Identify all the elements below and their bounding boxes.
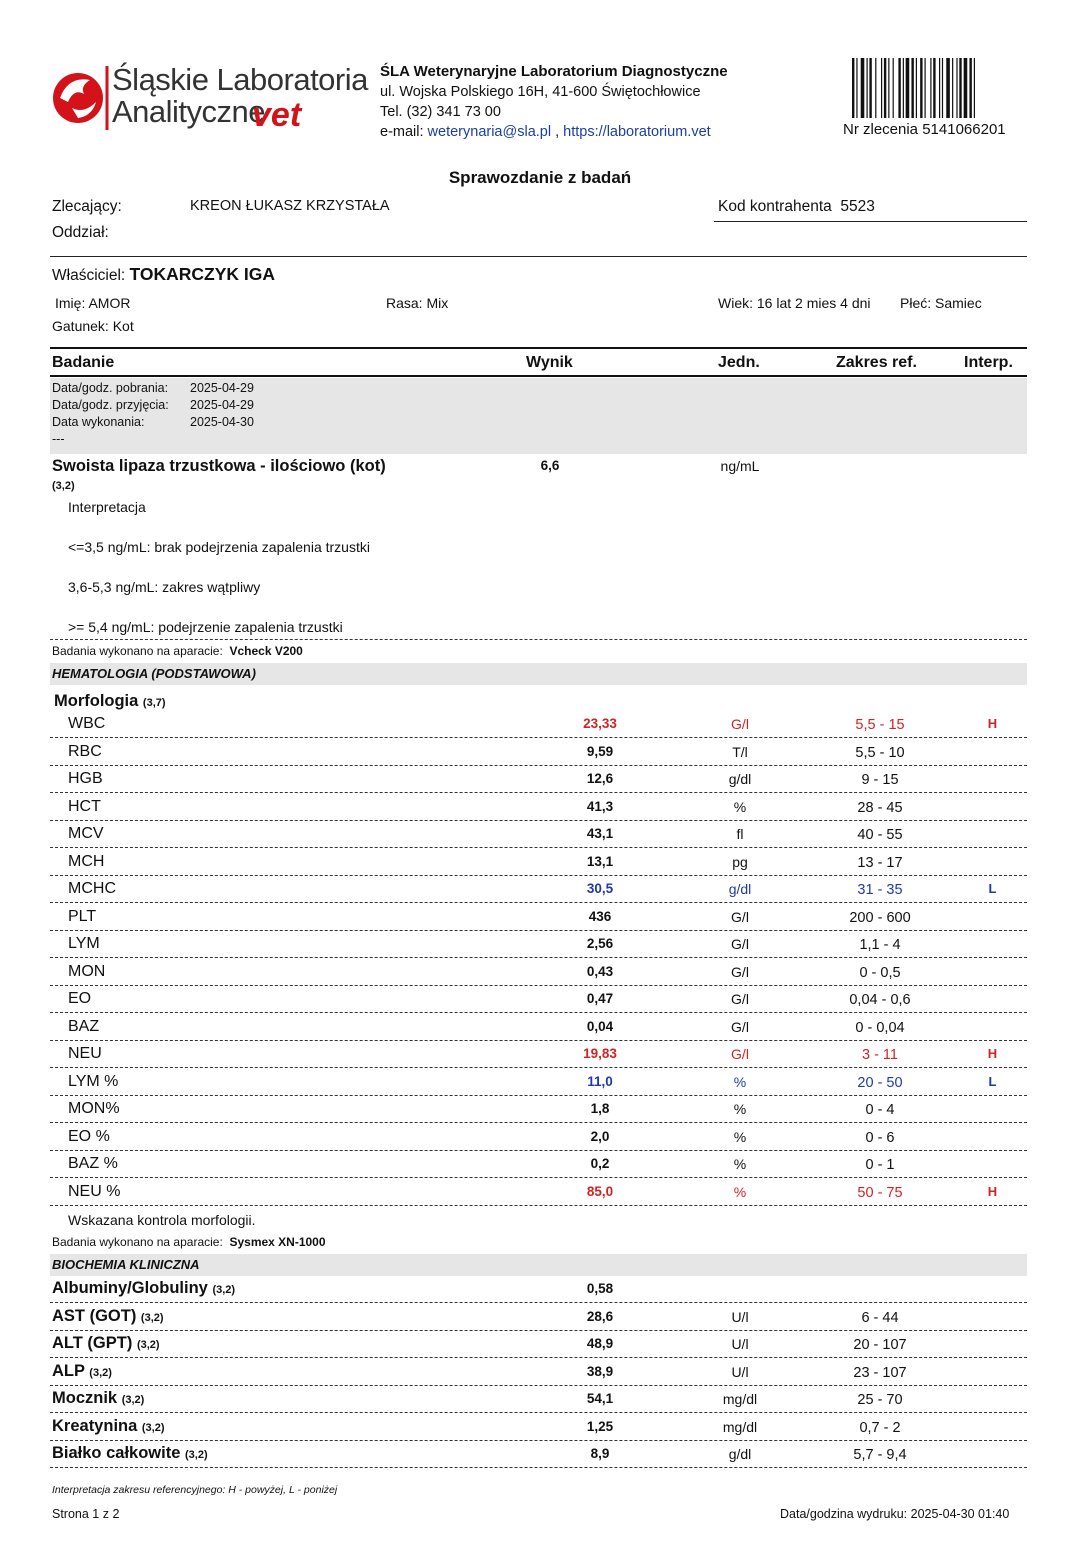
- test-flag: H: [987, 1183, 998, 1199]
- patient-breed: Rasa: Mix: [386, 295, 449, 311]
- barcode-bar: [869, 58, 871, 118]
- test-value: 0,2: [590, 1156, 610, 1171]
- test-unit: g/dl: [728, 881, 752, 897]
- test-name: MON%: [68, 1100, 120, 1117]
- barcode-bar: [911, 58, 913, 118]
- barcode-bar: [939, 58, 940, 118]
- table-row: [50, 1096, 1027, 1123]
- test-value: 54,1: [586, 1391, 614, 1406]
- ordering-label: Zlecający:: [52, 198, 122, 215]
- test-name: MCH: [68, 852, 105, 870]
- table-row: [50, 1014, 1027, 1041]
- test-unit: %: [733, 798, 747, 815]
- test-name: [52, 1389, 144, 1408]
- legend: Interpretacja zakresu referencyjnego: H - powyżej, L - poniżej: [52, 1484, 338, 1496]
- barcode-bar: [933, 58, 935, 118]
- collection-date: 2025-04-29: [190, 381, 254, 395]
- test-name: WBC: [68, 715, 106, 732]
- test-value: 48,9: [586, 1336, 614, 1351]
- test-unit: fl: [736, 826, 744, 842]
- print-label: Data/godzina wydruku:: [780, 1507, 908, 1521]
- test-code: (3,2): [140, 1311, 164, 1324]
- barcode-bar: [952, 58, 953, 118]
- table-row: [50, 1041, 1027, 1068]
- test-unit: g/dl: [728, 1446, 752, 1462]
- barcode-bar: [946, 58, 950, 118]
- dates-box: [50, 378, 1027, 454]
- table-row: [50, 1179, 1027, 1206]
- test-label: Białko całkowite: [52, 1444, 181, 1462]
- test-label: ALP: [52, 1361, 85, 1380]
- barcode-bar: [875, 58, 876, 118]
- test-label: ALT (GPT): [52, 1334, 133, 1352]
- test-name: NEU: [68, 1045, 102, 1062]
- test-unit: U/l: [731, 1308, 749, 1325]
- interpretation-line: 3,6-5,3 ng/mL: zakres wątpliwy: [68, 579, 261, 595]
- order-value: 5141066201: [922, 121, 1006, 138]
- test-name: RBC: [68, 742, 102, 760]
- test-unit: U/l: [731, 1363, 749, 1380]
- print-date: [780, 1507, 1009, 1521]
- table-row: [50, 739, 1027, 766]
- test-name: BAZ: [68, 1017, 100, 1035]
- lipase-value: 6,6: [540, 458, 560, 473]
- test-ref-range: 3 - 11: [861, 1047, 898, 1063]
- test-value: 9,59: [586, 743, 614, 759]
- test-flag: H: [987, 716, 998, 731]
- barcode: [852, 58, 1022, 118]
- lipase-unit: ng/mL: [720, 458, 760, 474]
- section-biochemistry: BIOCHEMIA KLINICZNA: [50, 1254, 1027, 1276]
- order-label: Nr zlecenia: [843, 121, 919, 138]
- table-row: [50, 986, 1027, 1013]
- patient-name: Imię: AMOR: [55, 295, 131, 311]
- test-flag: L: [988, 881, 997, 896]
- section-hematology: HEMATOLOGIA (PODSTAWOWA): [50, 663, 1027, 685]
- test-ref-range: 23 - 107: [853, 1364, 907, 1381]
- barcode-bar: [974, 58, 975, 118]
- test-value: 23,33: [583, 716, 617, 731]
- owner-label: Właściciel:: [52, 267, 126, 284]
- table-row: [50, 1331, 1027, 1358]
- test-value: 85,0: [586, 1183, 614, 1199]
- table-row: [50, 1386, 1027, 1413]
- col-test: Badanie: [52, 354, 115, 371]
- barcode-bar: [867, 58, 868, 118]
- barcode-bar: [888, 58, 889, 118]
- lab-phone: Tel. (32) 341 73 00: [380, 104, 501, 120]
- barcode-bar: [861, 58, 865, 118]
- test-unit: G/l: [731, 963, 749, 980]
- table-row: [50, 766, 1027, 793]
- logo-text-line1: Śląskie Laboratoria: [112, 62, 368, 97]
- interpretation-line: >= 5,4 ng/mL: podejrzenie zapalenia trzustki: [68, 619, 343, 635]
- print-value: 2025-04-30 01:40: [910, 1507, 1010, 1521]
- test-unit: G/l: [731, 936, 749, 952]
- ordering-value: KREON ŁUKASZ KRZYSTAŁA: [190, 198, 390, 214]
- table-row: [50, 1276, 1027, 1303]
- table-header: [50, 347, 1027, 377]
- lab-address: ul. Wojska Polskiego 16H, 41-600 Świętochłowice: [380, 84, 701, 100]
- divider: [50, 256, 1027, 257]
- test-value: 11,0: [587, 1073, 613, 1089]
- test-ref-range: 0 - 6: [865, 1129, 895, 1146]
- barcode-bar: [959, 58, 961, 118]
- test-ref-range: 0,7 - 2: [859, 1419, 901, 1436]
- test-name: LYM: [68, 935, 100, 952]
- page-number: Strona 1 z 2: [52, 1507, 120, 1521]
- test-unit: G/l: [731, 991, 749, 1007]
- hematology-comment: Wskazana kontrola morfologii.: [68, 1212, 256, 1228]
- test-ref-range: 28 - 45: [857, 799, 903, 816]
- lab-contact: [380, 122, 728, 142]
- logo-text-line2: Analityczne: [112, 94, 266, 129]
- lab-info: [380, 62, 728, 142]
- owner-name: TOKARCZYK IGA: [129, 264, 276, 284]
- lab-name: ŚLA Weterynaryjne Laboratorium Diagnostyczne: [380, 63, 728, 80]
- barcode-bar: [930, 58, 931, 118]
- test-name: MON: [68, 962, 106, 980]
- receipt-label: Data/godz. przyjęcia:: [52, 398, 169, 412]
- patient-species: Gatunek: Kot: [52, 318, 134, 334]
- website-link[interactable]: https://laboratorium.vet: [563, 124, 711, 140]
- lipase-code: (3,2): [52, 480, 75, 492]
- table-row: [50, 1304, 1027, 1331]
- barcode-bar: [942, 58, 943, 118]
- test-ref-range: 31 - 35: [857, 882, 903, 898]
- device-label: Badania wykonano na aparacie:: [52, 1235, 223, 1249]
- device-label: Badania wykonano na aparacie:: [52, 644, 223, 658]
- test-ref-range: 13 - 17: [857, 854, 903, 871]
- barcode-bar: [852, 58, 854, 118]
- table-row: [50, 1441, 1027, 1468]
- test-unit: G/l: [731, 1018, 749, 1035]
- test-ref-range: 0,04 - 0,6: [849, 992, 911, 1008]
- test-ref-range: 0 - 1: [865, 1157, 895, 1173]
- hematology-device: [52, 1235, 326, 1249]
- barcode-bar: [898, 58, 900, 118]
- test-value: 0,43: [586, 963, 614, 979]
- table-row: [50, 821, 1027, 848]
- test-ref-range: 1,1 - 4: [859, 937, 901, 953]
- test-ref-range: 20 - 50: [857, 1074, 903, 1091]
- test-value: 1,8: [590, 1101, 610, 1116]
- table-row: [50, 1124, 1027, 1151]
- logo-vet: vet: [252, 96, 302, 134]
- test-value: 0,47: [586, 991, 614, 1006]
- test-unit: %: [733, 1101, 747, 1117]
- test-unit: %: [733, 1073, 747, 1090]
- test-value: 12,6: [586, 771, 614, 786]
- test-unit: G/l: [731, 908, 749, 925]
- divider: [714, 221, 1027, 222]
- divider: [50, 639, 1027, 640]
- morphology-name: Morfologia: [54, 692, 139, 710]
- test-ref-range: 5,7 - 9,4: [853, 1447, 907, 1463]
- contractor-code: [718, 198, 875, 216]
- test-code: (3,2): [136, 1339, 160, 1351]
- test-ref-range: 5,5 - 10: [855, 744, 905, 761]
- test-flag: H: [987, 1046, 998, 1061]
- exec-label: Data wykonania:: [52, 415, 145, 429]
- test-value: 43,1: [586, 826, 614, 841]
- test-ref-range: 9 - 15: [861, 772, 899, 788]
- test-value: 41,3: [586, 798, 614, 814]
- test-code: (3,2): [212, 1284, 236, 1296]
- barcode-bar: [916, 58, 917, 118]
- test-flag: L: [988, 1073, 997, 1089]
- test-code: (3,2): [121, 1394, 145, 1406]
- test-name: [52, 1279, 235, 1298]
- table-row: [50, 849, 1027, 876]
- table-row: [50, 794, 1027, 821]
- test-name: [52, 1444, 208, 1463]
- test-name: EO %: [68, 1127, 110, 1145]
- col-ref: Zakres ref.: [836, 354, 917, 371]
- order-number: [843, 121, 1006, 138]
- test-name: [52, 1334, 160, 1353]
- test-ref-range: 5,5 - 15: [855, 717, 905, 733]
- table-row: [50, 904, 1027, 931]
- test-ref-range: 6 - 44: [861, 1309, 899, 1326]
- test-label: AST (GOT): [52, 1306, 137, 1325]
- col-result: Wynik: [526, 354, 573, 371]
- test-unit: %: [733, 1128, 747, 1145]
- table-row: [50, 931, 1027, 958]
- test-ref-range: 0 - 4: [865, 1102, 895, 1118]
- table-row: [50, 1069, 1027, 1096]
- test-name: MCV: [68, 825, 104, 842]
- exec-date: 2025-04-30: [190, 415, 254, 429]
- report-title: Sprawozdanie z badań: [448, 168, 632, 187]
- email-link[interactable]: weterynaria@sla.pl: [427, 124, 552, 140]
- patient-age: Wiek: 16 lat 2 mies 4 dni: [718, 295, 871, 311]
- test-value: 19,83: [583, 1046, 617, 1061]
- test-label: Kreatynina: [52, 1416, 138, 1435]
- morphology-title: [54, 692, 166, 711]
- receipt-date: 2025-04-29: [190, 398, 254, 412]
- test-name: EO: [68, 990, 92, 1007]
- test-name: PLT: [68, 907, 97, 925]
- test-unit: T/l: [732, 743, 748, 760]
- dates-separator: ---: [52, 432, 65, 446]
- barcode-bar: [956, 58, 957, 118]
- barcode-bar: [925, 58, 926, 118]
- table-row: [50, 959, 1027, 986]
- test-ref-range: 200 - 600: [849, 909, 911, 926]
- owner: [52, 264, 275, 285]
- test-label: Albuminy/Globuliny: [52, 1279, 208, 1297]
- test-value: 30,5: [586, 881, 614, 896]
- test-ref-range: 40 - 55: [857, 827, 903, 843]
- barcode-bar: [881, 58, 882, 118]
- test-name: NEU %: [68, 1182, 121, 1200]
- test-ref-range: 0 - 0,5: [859, 964, 901, 981]
- department-label: Oddział:: [52, 224, 109, 241]
- test-ref-range: 20 - 107: [853, 1337, 907, 1353]
- test-value: 28,6: [586, 1308, 614, 1324]
- interpretation-title: Interpretacja: [68, 499, 146, 515]
- barcode-bar: [906, 58, 910, 118]
- test-unit: U/l: [731, 1336, 749, 1352]
- test-value: 38,9: [586, 1363, 614, 1379]
- test-label: Mocznik: [52, 1389, 118, 1407]
- morphology-code: (3,7): [142, 697, 166, 709]
- test-value: 2,56: [586, 936, 614, 951]
- barcode-bar: [884, 58, 886, 118]
- test-name: BAZ %: [68, 1155, 118, 1172]
- test-unit: G/l: [731, 1046, 749, 1062]
- table-row: [50, 1359, 1027, 1386]
- test-unit: pg: [732, 853, 748, 870]
- test-unit: g/dl: [728, 771, 752, 787]
- test-ref-range: 50 - 75: [857, 1184, 903, 1201]
- test-name: [52, 1307, 164, 1326]
- barcode-bar: [856, 58, 857, 118]
- test-unit: mg/dl: [722, 1391, 758, 1407]
- patient-sex: Płeć: Samiec: [900, 295, 982, 311]
- contractor-value: 5523: [840, 198, 875, 215]
- test-value: 13,1: [586, 853, 614, 869]
- col-interp: Interp.: [964, 354, 1013, 371]
- contractor-label: Kod kontrahenta: [718, 198, 832, 215]
- test-unit: %: [733, 1183, 747, 1200]
- test-value: 8,9: [590, 1446, 610, 1461]
- test-code: (3,2): [89, 1366, 112, 1379]
- device-name: Vcheck V200: [229, 644, 303, 658]
- lipase-name: Swoista lipaza trzustkowa - ilościowo (kot): [52, 457, 386, 475]
- barcode-bar: [893, 58, 894, 118]
- table-row: [50, 711, 1027, 738]
- barcode-bar: [920, 58, 922, 118]
- table-row: [50, 1151, 1027, 1178]
- test-name: [52, 1362, 112, 1381]
- table-row: [50, 1414, 1027, 1441]
- table-row: [50, 876, 1027, 903]
- test-unit: %: [733, 1156, 747, 1172]
- test-code: (3,2): [141, 1421, 165, 1434]
- test-name: HGB: [68, 770, 103, 787]
- test-name: [52, 1417, 165, 1436]
- test-name: MCHC: [68, 880, 116, 897]
- collection-label: Data/godz. pobrania:: [52, 381, 169, 395]
- test-value: 0,58: [586, 1281, 614, 1296]
- test-unit: mg/dl: [722, 1418, 758, 1435]
- test-value: 0,04: [586, 1018, 614, 1034]
- col-unit: Jedn.: [718, 354, 760, 371]
- interpretation-line: <=3,5 ng/mL: brak podejrzenia zapalenia trzustki: [68, 539, 370, 555]
- test-value: 1,25: [586, 1418, 614, 1434]
- test-name: LYM %: [68, 1072, 119, 1090]
- barcode-bar: [903, 58, 904, 118]
- test-ref-range: 25 - 70: [857, 1392, 903, 1408]
- lipase-device: [52, 644, 303, 658]
- test-value: 436: [588, 908, 612, 924]
- contact-separator: ,: [555, 124, 560, 140]
- device-name: Sysmex XN-1000: [229, 1235, 326, 1249]
- test-ref-range: 0 - 0,04: [855, 1019, 905, 1036]
- email-label: e-mail:: [380, 124, 424, 140]
- test-code: (3,2): [184, 1449, 208, 1461]
- barcode-bar: [969, 58, 971, 118]
- test-name: HCT: [68, 797, 101, 815]
- test-unit: G/l: [731, 716, 749, 732]
- test-value: 2,0: [590, 1128, 610, 1144]
- barcode-bar: [964, 58, 968, 118]
